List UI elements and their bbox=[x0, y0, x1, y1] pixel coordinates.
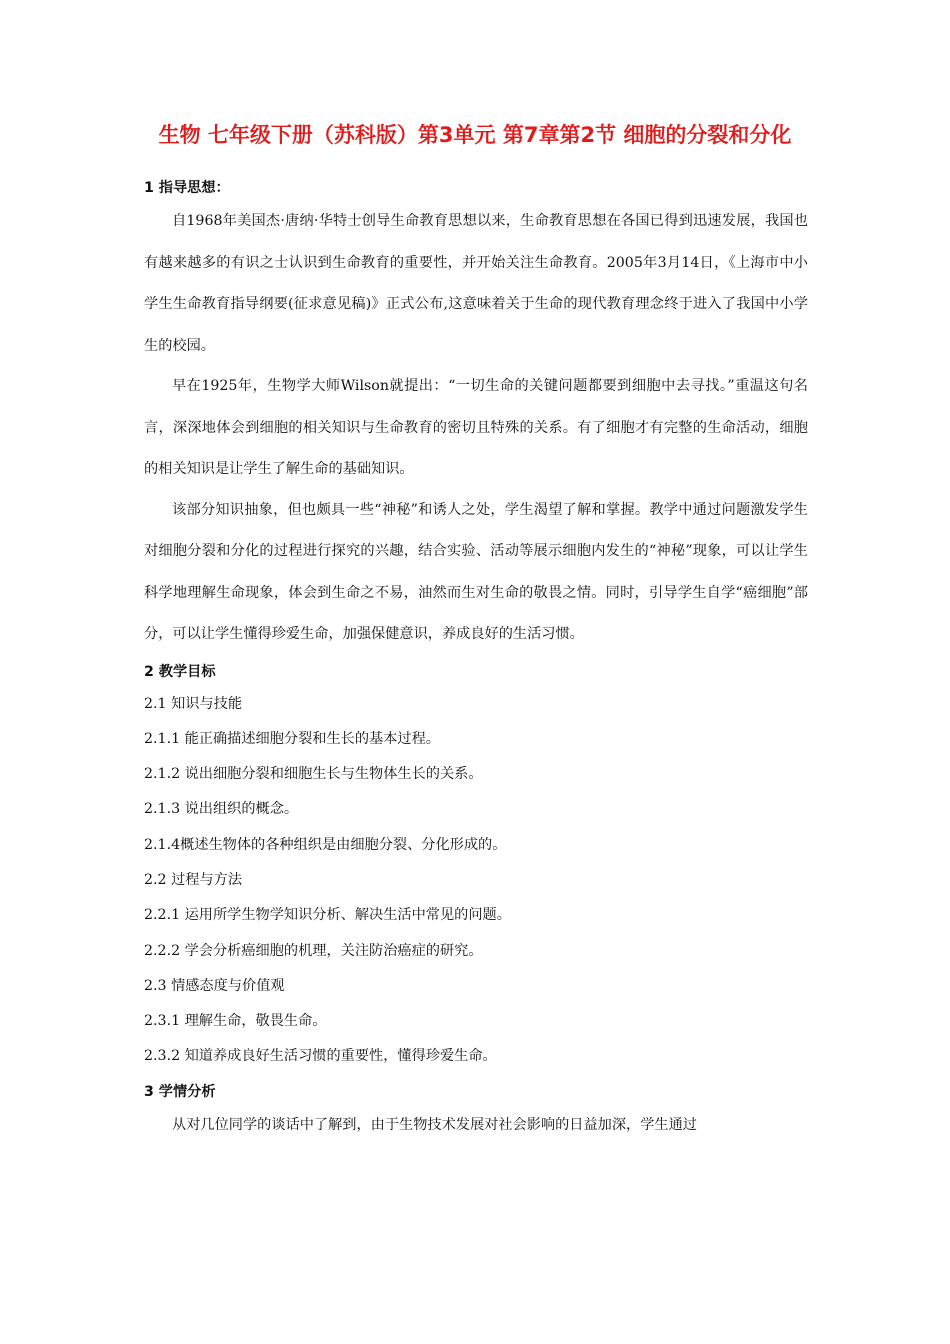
list-item: 2.2.2 学会分析癌细胞的机理，关注防治癌症的研究。 bbox=[144, 942, 483, 959]
section-heading: 3 学情分析 bbox=[144, 1083, 216, 1100]
list-item: 2.1 知识与技能 bbox=[144, 695, 243, 712]
list-item: 2.2.1 运用所学生物学知识分析、解决生活中常见的问题。 bbox=[144, 907, 511, 924]
list-item: 2.1.2 说出细胞分裂和细胞生长与生物体生长的关系。 bbox=[144, 766, 483, 783]
section-heading: 2 教学目标 bbox=[144, 663, 216, 680]
list-item: 2.3.1 理解生命，敬畏生命。 bbox=[144, 1013, 327, 1030]
paragraph: 从对几位同学的谈话中了解到，由于生物技术发展对社会影响的日益加深，学生通过 bbox=[172, 1116, 697, 1133]
paragraph: 该部分知识抽象，但也颇具一些“神秘”和诱人之处，学生渴望了解和掌握。教学中通过问题激发学生对细胞分裂和分化的过程进行探究的兴趣，结合实验、活动等展示细胞内发生的“神秘”现象，可以让学生科学地理解生命现象，体会到生命之不易，油然而生对生命的敬畏之情。同时，引导学生自学“癌细胞”部分，可以让学生懂得珍爱生命，加强保健意识，养成良好的生活习惯。 bbox=[144, 501, 808, 642]
paragraph: 早在1925年，生物学大师Wilson就提出：“一切生命的关键问题都要到细胞中去寻找。”重温这句名言，深深地体会到细胞的相关知识与生命教育的密切且特殊的关系。有了细胞才有完整的生命活动，细胞的相关知识是让学生了解生命的基础知识。 bbox=[144, 378, 808, 477]
section-heading: 1 指导思想： bbox=[144, 180, 230, 196]
document-body bbox=[144, 178, 808, 1146]
list-item: 2.1.4概述生物体的各种组织是由细胞分裂、分化形成的。 bbox=[144, 836, 507, 853]
document-title: 生物 七年级下册（苏科版）第3单元 第7章第2节 细胞的分裂和分化 bbox=[158, 123, 792, 147]
list-item: 2.1.3 说出组织的概念。 bbox=[144, 801, 299, 818]
paragraph: 自1968年美国杰·唐纳·华特士创导生命教育思想以来，生命教育思想在各国已得到迅速发展，我国也有越来越多的有识之士认识到生命教育的重要性，并开始关注生命教育。2005年3月14日，《上海市中小学生生命教育指导纲要(征求意见稿)》正式公布,这意味着关于生命的现代教育理念终于进入了我国中小学生的校园。 bbox=[144, 213, 808, 354]
list-item: 2.2 过程与方法 bbox=[144, 871, 243, 888]
list-item: 2.3 情感态度与价值观 bbox=[144, 977, 285, 994]
list-item: 2.3.2 知道养成良好生活习惯的重要性，懂得珍爱生命。 bbox=[144, 1048, 497, 1065]
list-item: 2.1.1 能正确描述细胞分裂和生长的基本过程。 bbox=[144, 730, 440, 747]
